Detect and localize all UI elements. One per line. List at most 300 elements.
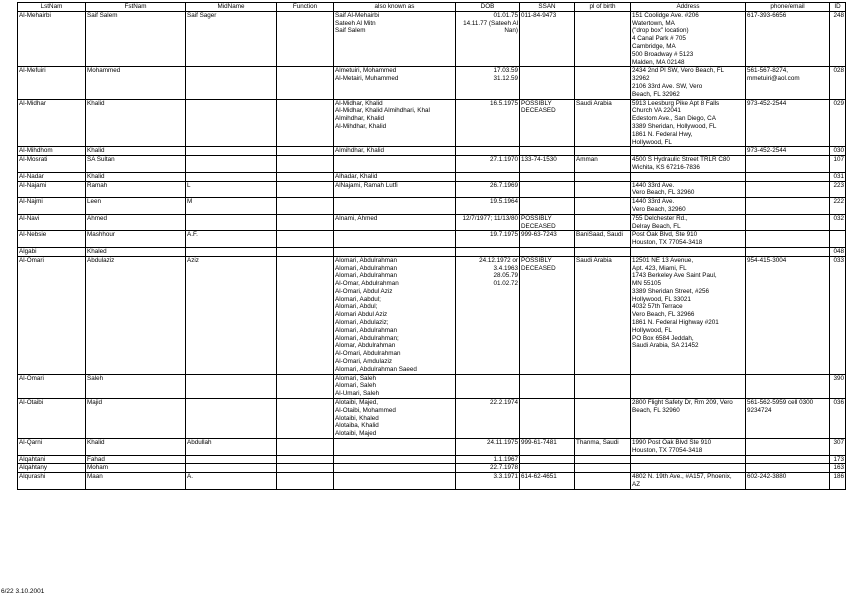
cell-midname: Saif Sager [186, 11, 277, 67]
table-row [18, 181, 846, 198]
table-row [18, 464, 846, 473]
cell-function [277, 399, 334, 439]
cell-birthplace [575, 198, 631, 215]
cell-id: 163 [830, 464, 846, 473]
cell-birthplace [575, 256, 631, 374]
cell-firstname: Khalid [86, 439, 186, 456]
cell-aka-line: Al-Mihdhar, Khalid [335, 122, 387, 130]
cell-aka-line: Alomar, Abdulrahman [335, 342, 396, 350]
cell-lastname: Al-Mefuiri [18, 67, 86, 99]
cell-ssan [520, 247, 575, 256]
cell-address-line: Vero Beach, FL 32960 [632, 189, 695, 197]
cell-midname [186, 464, 277, 473]
cell-function [277, 99, 334, 147]
cell-aka-line: Al-Midhar, Khalid [335, 99, 383, 107]
cell-phone [746, 231, 830, 248]
cell-address-line: 151 Coolidge Ave. #206 [632, 11, 699, 19]
cell-firstname: Leen [86, 198, 186, 215]
cell-dob [456, 439, 520, 456]
cell-address-line: Church VA 22041 [632, 107, 681, 115]
cell-ssan [520, 11, 575, 67]
cell-ssan-line: DECEASED [521, 222, 556, 230]
cell-phone [746, 374, 830, 398]
cell-midname [186, 147, 277, 156]
cell-dob [456, 172, 520, 181]
table-body [18, 11, 846, 489]
table-row [18, 473, 846, 490]
cell-phone-line: mmetuiri@aol.com [747, 75, 800, 83]
cell-phone-line: 973-452-2544 [747, 99, 787, 107]
cell-birthplace [575, 147, 631, 156]
cell-aka [334, 11, 456, 67]
cell-ssan [520, 374, 575, 398]
cell-lastname: Al-Mihdhom [18, 147, 86, 156]
cell-lastname: Al-Omari [18, 256, 86, 374]
cell-lastname: Al-Mehairbi [18, 11, 86, 67]
cell-address-line: ("drop box" location) [632, 27, 689, 35]
cell-ssan-line: DECEASED [521, 107, 556, 115]
cell-lastname: Al-Navi [18, 214, 86, 231]
cell-address-line: Hollywood, FL [632, 138, 672, 146]
cell-function [277, 231, 334, 248]
cell-aka [334, 214, 456, 231]
table-row [18, 214, 846, 231]
cell-address-line: Hollywood, FL 33021 [632, 295, 691, 303]
cell-function [277, 181, 334, 198]
cell-phone [746, 464, 830, 473]
cell-firstname: Fahad [86, 455, 186, 464]
table-row [18, 99, 846, 147]
cell-address-line: PO Box 6584 Jeddah, [632, 334, 694, 342]
cell-aka [334, 473, 456, 490]
cell-ssan-line: 614-62-4651 [521, 473, 557, 481]
cell-aka-line: Alomari, Abdulrahman [335, 326, 397, 334]
cell-aka-line: Alomari, Saleh [335, 374, 376, 382]
cell-address-line: 32962 [632, 75, 650, 83]
cell-aka [334, 455, 456, 464]
cell-address-line: 4 Canal Park # 705 [632, 35, 686, 43]
cell-dob-line: 24.11.1975 [486, 439, 518, 447]
cell-aka-line: Al-Omari, Amdulaziz [335, 358, 393, 366]
cell-birthplace-line: Thanma, Saudi [576, 439, 619, 447]
cell-address-line: 5913 Leesburg Pike Apt 8 Falls [632, 99, 720, 107]
cell-firstname: Khalid [86, 99, 186, 147]
cell-lastname: Alqurashi [18, 473, 86, 490]
cell-ssan [520, 439, 575, 456]
cell-dob [456, 156, 520, 173]
cell-dob-line: 27.1.1970 [489, 156, 518, 164]
cell-aka [334, 99, 456, 147]
cell-address-line: 3389 Sheridan, Hollywood, FL [632, 122, 717, 130]
cell-address-line: Apt. 423, Miami, FL [632, 264, 687, 272]
cell-function [277, 455, 334, 464]
cell-phone [746, 256, 830, 374]
cell-ssan [520, 198, 575, 215]
cell-id: 030 [830, 147, 846, 156]
cell-aka-line: Alomari, Abdul; [335, 303, 378, 311]
cell-phone [746, 99, 830, 147]
cell-address-line: 4032 57th Terrace [632, 303, 683, 311]
cell-firstname: Saleh [86, 374, 186, 398]
cell-aka [334, 247, 456, 256]
cell-firstname: Khalid [86, 172, 186, 181]
cell-dob [456, 374, 520, 398]
cell-address [631, 181, 746, 198]
cell-aka-line: Almihdhar, Khalid [335, 147, 385, 155]
cell-lastname: Alqahtani [18, 455, 86, 464]
cell-dob-line: 16.5.1975 [489, 99, 518, 107]
cell-ssan [520, 147, 575, 156]
cell-dob [456, 231, 520, 248]
cell-phone-line: 973-452-2544 [747, 147, 787, 155]
cell-address-line: Saudi Arabia, SA 21452 [632, 342, 699, 350]
cell-firstname: Ahmed [86, 214, 186, 231]
cell-ssan-line: 011-84-9473 [521, 11, 557, 19]
cell-address [631, 455, 746, 464]
cell-id: 248 [830, 11, 846, 67]
cell-id: 390 [830, 374, 846, 398]
cell-address-line: Delray Beach, FL [632, 222, 681, 230]
cell-aka-line: Alomari, Abdulrahman; [335, 334, 399, 342]
cell-aka-line: Al-Umari, Saleh [335, 390, 380, 398]
cell-birthplace [575, 464, 631, 473]
cell-birthplace [575, 247, 631, 256]
cell-address-line: Beach, FL 32962 [632, 90, 680, 98]
cell-address-line: Houston, TX 77054-3418 [632, 446, 703, 454]
cell-birthplace-line: Amman [576, 156, 598, 164]
cell-address-line: Cambridge, MA [632, 42, 676, 50]
cell-midname [186, 247, 277, 256]
cell-aka [334, 172, 456, 181]
cell-aka-line: Alomari, Abdulrahman [335, 264, 397, 272]
cell-lastname: Al-Omari [18, 374, 86, 398]
cell-phone-line: 9234724 [747, 406, 772, 414]
cell-dob [456, 247, 520, 256]
table-row [18, 156, 846, 173]
cell-aka [334, 399, 456, 439]
cell-address-line: 1440 33rd Ave. [632, 181, 675, 189]
cell-lastname: Algabi [18, 247, 86, 256]
records-table [17, 2, 846, 490]
cell-function [277, 11, 334, 67]
cell-aka-line: Alotaibi, Khaled [335, 414, 379, 422]
header-function: Function [277, 3, 334, 12]
table-row [18, 247, 846, 256]
cell-aka [334, 464, 456, 473]
cell-address-line: MN 55105 [632, 280, 662, 288]
cell-phone [746, 399, 830, 439]
cell-ssan-line: DECEASED [521, 264, 556, 272]
cell-function [277, 67, 334, 99]
header-dob: DOB [456, 3, 520, 12]
table-row [18, 256, 846, 374]
cell-phone-line: 954-415-3004 [747, 256, 787, 264]
cell-address-line: Watertown, MA [632, 19, 675, 27]
cell-dob [456, 455, 520, 464]
cell-aka-line: Alotaiba, Khalid [335, 422, 379, 430]
cell-address-line: 1861 N. Federal Hwy, [632, 130, 693, 138]
cell-address [631, 11, 746, 67]
cell-dob-line: 19.5.1964 [489, 198, 518, 206]
cell-phone [746, 214, 830, 231]
cell-aka [334, 147, 456, 156]
cell-dob-line: 1.1.1967 [493, 455, 518, 463]
cell-dob-line: 28.05.79 [493, 272, 518, 280]
cell-birthplace [575, 399, 631, 439]
cell-dob-line: 19.7.1975 [489, 231, 518, 239]
cell-lastname: Al-Qarni [18, 439, 86, 456]
cell-ssan [520, 455, 575, 464]
table-row [18, 374, 846, 398]
cell-address-line: 500 Broadway # 5123 [632, 50, 694, 58]
cell-ssan [520, 172, 575, 181]
cell-lastname: Al-Nebsie [18, 231, 86, 248]
cell-birthplace-line: BaniSaad, Saudi [576, 231, 623, 239]
cell-aka [334, 181, 456, 198]
cell-function [277, 439, 334, 456]
cell-midname: Aziz [186, 256, 277, 374]
cell-ssan [520, 231, 575, 248]
cell-address-line: 4802 N. 19th Ave., #A157, Phoenix, [632, 473, 732, 481]
cell-address-line: Houston, TX 77054-3418 [632, 239, 703, 247]
cell-address-line: Vero Beach, FL 32966 [632, 311, 695, 319]
cell-aka-line: Almihdhar, Khalid [335, 115, 385, 123]
cell-address [631, 464, 746, 473]
cell-function [277, 147, 334, 156]
table-row [18, 172, 846, 181]
cell-address-line: 12501 NE 13 Avenue, [632, 256, 694, 264]
table-row [18, 439, 846, 456]
cell-address-line: 1861 N. Federal Highway #201 [632, 319, 719, 327]
cell-dob [456, 464, 520, 473]
cell-aka [334, 374, 456, 398]
cell-address [631, 198, 746, 215]
cell-dob [456, 399, 520, 439]
cell-ssan [520, 214, 575, 231]
cell-address-line: Post Oak Blvd, Ste 910 [632, 231, 698, 239]
cell-aka-line: Alomari, Saleh [335, 382, 376, 390]
cell-id: 223 [830, 181, 846, 198]
cell-id: 032 [830, 214, 846, 231]
cell-aka-line: Al-Omar, Abdulrahman [335, 280, 399, 288]
cell-aka-line: Al-Omari, Abdulrahman [335, 350, 401, 358]
cell-phone-line: 561-567-8274, [747, 67, 788, 75]
cell-dob [456, 67, 520, 99]
cell-address-line: Wichita, KS 67216-7836 [632, 163, 700, 171]
cell-phone-line: 561-562-5959 cell 0300 [747, 399, 814, 407]
cell-lastname: Al-Najmi [18, 198, 86, 215]
cell-birthplace [575, 214, 631, 231]
cell-birthplace [575, 231, 631, 248]
cell-phone [746, 172, 830, 181]
cell-address-line: AZ [632, 481, 641, 489]
cell-function [277, 198, 334, 215]
table-row [18, 231, 846, 248]
cell-ssan [520, 473, 575, 490]
cell-address [631, 439, 746, 456]
cell-firstname: Khaled [86, 247, 186, 256]
cell-address-line: 1743 Berkeley Ave Saint Paul, [632, 272, 717, 280]
cell-function [277, 256, 334, 374]
header-birthplace: pl of birth [575, 3, 631, 12]
cell-dob [456, 473, 520, 490]
cell-dob-line: 3.4.1963 [493, 264, 518, 272]
cell-ssan [520, 156, 575, 173]
cell-id [830, 231, 846, 248]
cell-phone [746, 247, 830, 256]
cell-aka-line: Alotaibi, Majed [335, 430, 377, 438]
cell-phone [746, 11, 830, 67]
cell-address [631, 374, 746, 398]
cell-firstname: Mashhour [86, 231, 186, 248]
cell-dob-line: 24.12.1972 or [479, 256, 518, 264]
cell-firstname: SA Sultan [86, 156, 186, 173]
cell-firstname: Khalid [86, 147, 186, 156]
cell-address [631, 231, 746, 248]
header-lastname: LstNam [18, 3, 86, 12]
cell-ssan-line: 999-61-7481 [521, 439, 557, 447]
cell-midname: A. [186, 473, 277, 490]
cell-address [631, 156, 746, 173]
cell-dob-line: 17.03.59 [493, 67, 518, 75]
cell-birthplace [575, 156, 631, 173]
cell-dob [456, 147, 520, 156]
cell-ssan [520, 256, 575, 374]
table-row [18, 399, 846, 439]
header-address: Address [631, 3, 746, 12]
cell-aka-line: Alomari, Aabdul; [335, 295, 381, 303]
cell-aka [334, 439, 456, 456]
cell-id: 173 [830, 455, 846, 464]
cell-address [631, 256, 746, 374]
header-id: ID [830, 3, 846, 12]
cell-birthplace [575, 99, 631, 147]
cell-phone-line: 617-393-6656 [747, 11, 787, 19]
cell-function [277, 374, 334, 398]
cell-ssan [520, 67, 575, 99]
cell-aka-line: Al-Metairi, Muhammed [335, 75, 399, 83]
cell-dob [456, 11, 520, 67]
cell-birthplace [575, 473, 631, 490]
header-phone: phone/email [746, 3, 830, 12]
cell-aka-line: Alomari, Abdulrahman Saeed [335, 365, 417, 373]
cell-aka-line: Alomari, Abdulrahman [335, 272, 397, 280]
cell-aka-line: Al-Omari, Abdul Aziz [335, 287, 393, 295]
cell-address [631, 99, 746, 147]
cell-address [631, 67, 746, 99]
cell-aka-line: Al-Otaibi, Mohammed [335, 406, 396, 414]
header-firstname: FstNam [86, 3, 186, 12]
cell-lastname: Al-Nadar [18, 172, 86, 181]
cell-address [631, 473, 746, 490]
cell-id: 307 [830, 439, 846, 456]
cell-address-line: 3389 Sheridan Street, #256 [632, 287, 710, 295]
cell-aka-line: Alotaibi, Majed, [335, 399, 379, 407]
cell-birthplace-line: Saudi Arabia [576, 256, 612, 264]
cell-phone [746, 473, 830, 490]
cell-aka [334, 198, 456, 215]
cell-aka [334, 256, 456, 374]
cell-address-line: 4500 S Hydraulic Street TRLR C80 [632, 156, 730, 164]
cell-address [631, 214, 746, 231]
header-midname: MidName [186, 3, 277, 12]
header-ssan: SSAN [520, 3, 575, 12]
cell-address-line: 2434 2nd Pl SW, Vero Beach, FL [632, 67, 725, 75]
cell-midname [186, 99, 277, 147]
cell-phone-line: 602-242-3880 [747, 473, 787, 481]
cell-firstname: Majid [86, 399, 186, 439]
cell-midname [186, 214, 277, 231]
cell-address [631, 172, 746, 181]
cell-function [277, 156, 334, 173]
cell-dob-line: 3.3.1971 [493, 473, 518, 481]
cell-aka [334, 231, 456, 248]
cell-aka-line: Alnami, Ahmed [335, 214, 378, 222]
cell-aka-line: Alomari Abdul Aziz [335, 311, 388, 319]
cell-dob-line: 22.2.1974 [489, 399, 518, 407]
cell-firstname: Maan [86, 473, 186, 490]
cell-address-line: 1440 33rd Ave. [632, 198, 675, 206]
cell-phone [746, 181, 830, 198]
table-row [18, 455, 846, 464]
cell-midname [186, 156, 277, 173]
cell-address-line: 2106 33rd Ave. SW, Vero [632, 82, 703, 90]
cell-midname [186, 399, 277, 439]
cell-function [277, 247, 334, 256]
cell-address-line: Vero Beach, 32960 [632, 205, 686, 213]
cell-ssan [520, 181, 575, 198]
cell-ssan-line: POSSIBLY [521, 256, 552, 264]
cell-birthplace-line: Saudi Arabia [576, 99, 612, 107]
cell-id: 222 [830, 198, 846, 215]
cell-phone [746, 147, 830, 156]
cell-birthplace [575, 67, 631, 99]
cell-phone [746, 439, 830, 456]
cell-aka [334, 156, 456, 173]
cell-address [631, 147, 746, 156]
table-row [18, 11, 846, 67]
cell-phone [746, 67, 830, 99]
cell-lastname: Al-Otaibi [18, 399, 86, 439]
cell-dob-line: 26.7.1969 [489, 181, 518, 189]
cell-dob [456, 256, 520, 374]
cell-dob [456, 99, 520, 147]
cell-ssan [520, 464, 575, 473]
cell-dob [456, 214, 520, 231]
cell-midname [186, 67, 277, 99]
cell-dob-line: 14.11.77 (Sateeh Al [463, 19, 518, 27]
header-aka: also known as [334, 3, 456, 12]
cell-birthplace [575, 374, 631, 398]
cell-function [277, 172, 334, 181]
cell-id: 031 [830, 172, 846, 181]
cell-ssan-line: 133-74-1530 [521, 156, 557, 164]
cell-ssan [520, 399, 575, 439]
cell-birthplace [575, 11, 631, 67]
cell-phone [746, 156, 830, 173]
cell-dob-line: 31.12.59 [493, 75, 518, 83]
cell-lastname: Alqahtany [18, 464, 86, 473]
cell-dob-line: 01.02.72 [493, 280, 518, 288]
cell-dob-line: 01.01.75 [493, 11, 518, 19]
cell-midname: A.F. [186, 231, 277, 248]
cell-midname [186, 172, 277, 181]
cell-address-line: 755 Delchester Rd., [632, 214, 688, 222]
cell-address-line: 1990 Post Oak Blvd Ste 910 [632, 439, 712, 447]
cell-midname: Abdullah [186, 439, 277, 456]
cell-firstname: Saif Salem [86, 11, 186, 67]
cell-id: 036 [830, 399, 846, 439]
